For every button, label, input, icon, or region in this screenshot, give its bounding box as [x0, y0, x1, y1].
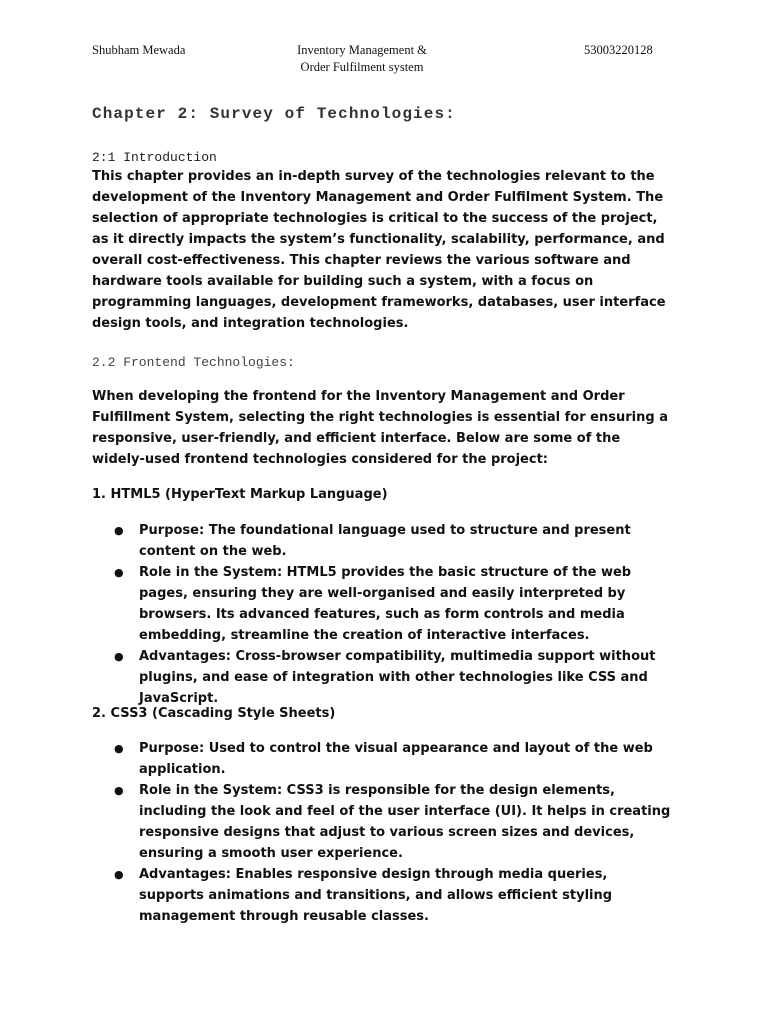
- list-item-text: Advantages: Cross-browser compatibility, multimedia support without plugins, and ease of integration with other technologies like CSS and JavaScript.: [139, 649, 656, 706]
- html5-bullet-list: [92, 520, 672, 709]
- list-item-text: Advantages: Enables responsive design through media queries, supports animations and transitions, and allows efficient styling management through reusable classes.: [139, 867, 613, 924]
- bullet-icon: ●: [114, 868, 124, 881]
- bullet-icon: ●: [114, 566, 124, 579]
- intro-heading: 2:1 Introduction: [92, 150, 217, 165]
- css3-bullet-list: [92, 738, 672, 927]
- header-title-line2: Order Fulfilment system: [300, 60, 424, 74]
- list-item: [92, 864, 672, 927]
- list-item: [92, 738, 672, 780]
- list-item: [92, 520, 672, 562]
- chapter-title: Chapter 2: Survey of Technologies:: [92, 105, 456, 123]
- list-item: [92, 780, 672, 864]
- list-item-text: Purpose: Used to control the visual appearance and layout of the web application.: [139, 741, 653, 777]
- header-title: [262, 42, 462, 76]
- list-item-text: Role in the System: HTML5 provides the basic structure of the web pages, ensuring they are well-organised and easily interpreted by browsers. Its advanced features, such as form controls and media embedding, streamline the creation of interactive interfaces.: [139, 565, 632, 643]
- html5-section-title: 1. HTML5 (HyperText Markup Language): [92, 487, 388, 502]
- list-item: [92, 646, 672, 709]
- bullet-icon: ●: [114, 524, 124, 537]
- header-author: Shubham Mewada: [92, 43, 186, 57]
- bullet-icon: ●: [114, 742, 124, 755]
- bullet-icon: ●: [114, 784, 124, 797]
- header-id: 53003220128: [584, 43, 653, 57]
- frontend-paragraph: When developing the frontend for the Inventory Management and Order Fulfillment System, selecting the right technologies is essential for ensuring a responsive, user-friendly, and efficient interface. Below are some of the widely-used frontend technologies considered for the project:: [92, 389, 668, 467]
- css3-section-title: 2. CSS3 (Cascading Style Sheets): [92, 706, 336, 721]
- header-title-line1: Inventory Management &: [297, 43, 427, 57]
- list-item: [92, 562, 672, 646]
- list-item-text: Purpose: The foundational language used to structure and present content on the web.: [139, 523, 631, 559]
- intro-paragraph: This chapter provides an in-depth survey of the technologies relevant to the development of the Inventory Management and Order Fulfilment System. The selection of appropriate technologies is critical to the success of the project, as it directly impacts the system’s functionality, scalability, performance, and overall cost-effectiveness. This chapter reviews the various software and hardware tools available for building such a system, with a focus on programming languages, development frameworks, databases, user interface design tools, and integration technologies.: [92, 169, 666, 331]
- list-item-text: Role in the System: CSS3 is responsible for the design elements, including the look and feel of the user interface (UI). It helps in creating responsive designs that adjust to various screen sizes and devices, ensuring a smooth user experience.: [139, 783, 671, 861]
- bullet-icon: ●: [114, 650, 124, 663]
- frontend-heading: 2.2 Frontend Technologies:: [92, 355, 295, 370]
